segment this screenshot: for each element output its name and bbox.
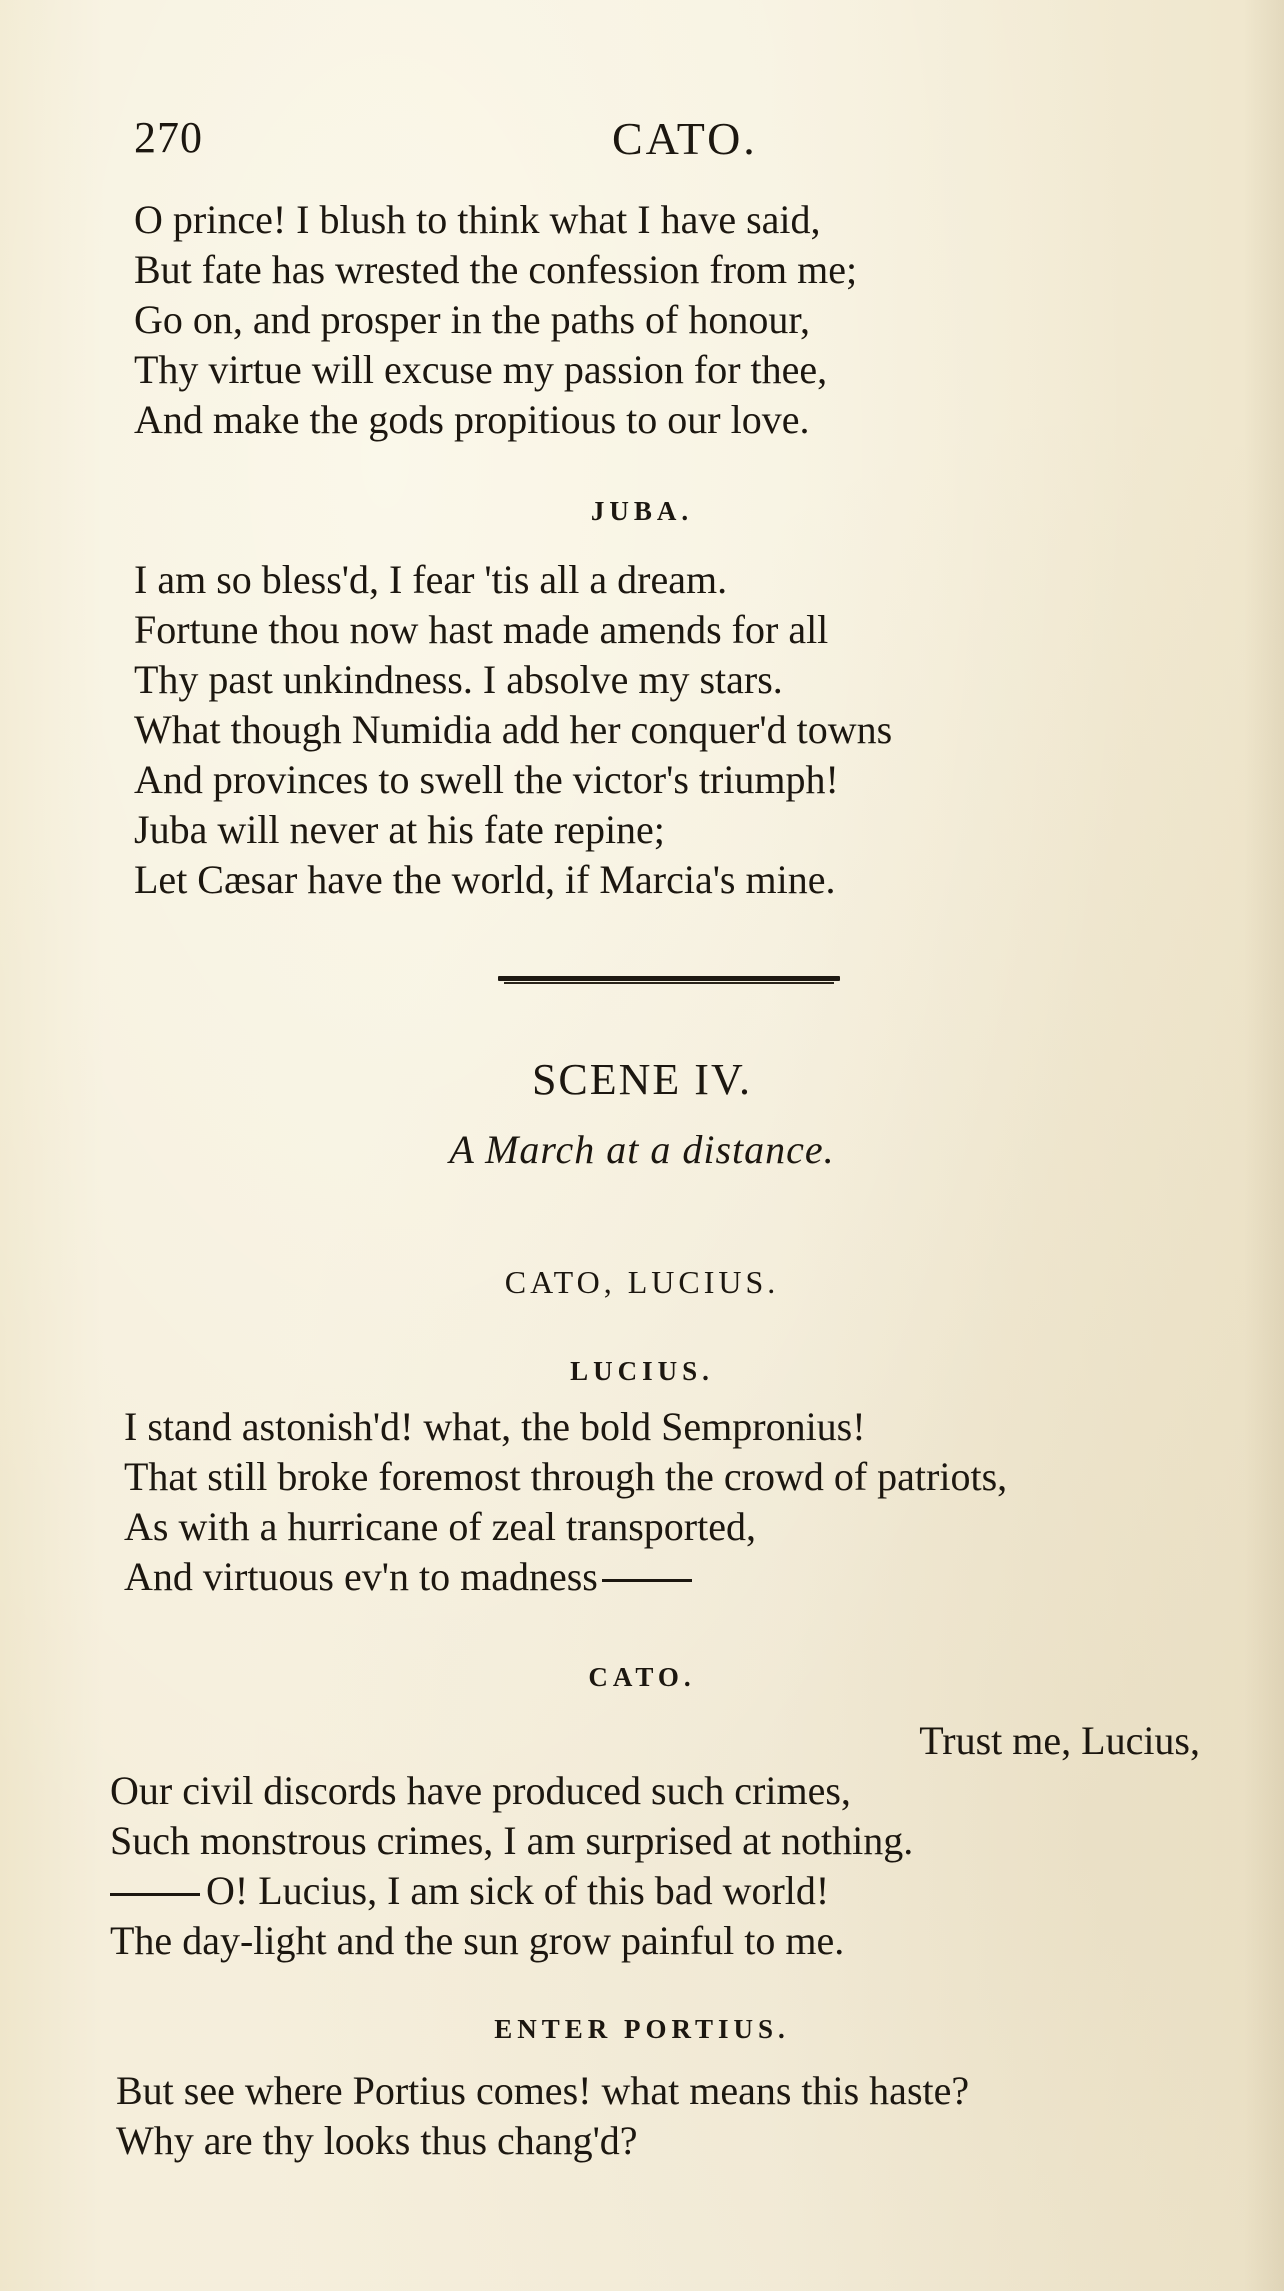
em-dash-rule — [110, 1893, 200, 1896]
verse-line: Why are thy looks thus chang'd? — [116, 2118, 638, 2163]
verse-block-marcia — [134, 195, 1234, 445]
verse-line: I stand astonish'd! what, the bold Sempronius! — [124, 1404, 866, 1449]
verse-line-with-dash — [124, 1552, 1224, 1602]
verse-line: And make the gods propitious to our love. — [134, 397, 810, 442]
verse-block-lucius — [124, 1402, 1224, 1602]
speaker-name-juba: JUBA. — [590, 496, 694, 526]
verse-line: Let Cæsar have the world, if Marcia's mine. — [134, 857, 836, 902]
speaker-name-cato: CATO. — [588, 1662, 696, 1692]
verse-line: As with a hurricane of zeal transported, — [124, 1504, 756, 1549]
verse-block-juba — [134, 555, 1234, 905]
verse-line: But fate has wrested the confession from me; — [134, 247, 858, 292]
verse-line: I am so bless'd, I fear 'tis all a dream. — [134, 557, 728, 602]
verse-line-text: O! Lucius, I am sick of this bad world! — [206, 1868, 830, 1913]
page-number: 270 — [134, 113, 203, 162]
divider-thin-rule — [504, 982, 834, 984]
scene-divider-rule — [498, 975, 840, 985]
verse-line: Such monstrous crimes, I am surprised at nothing. — [110, 1818, 914, 1863]
verse-line: Juba will never at his fate repine; — [134, 807, 665, 852]
enter-stage-direction: ENTER PORTIUS. — [494, 2014, 790, 2044]
running-title: CATO. — [612, 113, 758, 164]
speaker-name-lucius: LUCIUS. — [570, 1356, 714, 1386]
verse-line-text: And virtuous ev'n to madness — [124, 1554, 598, 1599]
verse-line-with-dash — [110, 1866, 1218, 1916]
verse-line: Thy virtue will excuse my passion for thee, — [134, 347, 828, 392]
stage-direction: A March at a distance. — [449, 1127, 835, 1172]
verse-line: O prince! I blush to think what I have said, — [134, 197, 821, 242]
verse-line: Our civil discords have produced such crimes, — [110, 1768, 851, 1813]
verse-line: Go on, and prosper in the paths of honour, — [134, 297, 811, 342]
verse-line: But see where Portius comes! what means this haste? — [116, 2068, 970, 2113]
verse-line: Fortune thou now hast made amends for all — [134, 607, 829, 652]
verse-block-cato-continued — [116, 2066, 1216, 2166]
page-header — [134, 112, 1134, 172]
em-dash-rule — [602, 1579, 692, 1582]
verse-line-half: Trust me, Lucius, — [919, 1718, 1200, 1763]
divider-thick-rule — [498, 976, 840, 981]
verse-line: That still broke foremost through the crowd of patriots, — [124, 1454, 1008, 1499]
verse-line: And provinces to swell the victor's triumph! — [134, 757, 839, 802]
verse-block-cato — [110, 1716, 1218, 1966]
verse-line: What though Numidia add her conquer'd towns — [134, 707, 893, 752]
scene-title: SCENE IV. — [531, 1055, 753, 1104]
scene-characters: CATO, LUCIUS. — [504, 1264, 780, 1300]
verse-line: Thy past unkindness. I absolve my stars. — [134, 657, 783, 702]
verse-line: The day-light and the sun grow painful to me. — [110, 1918, 845, 1963]
